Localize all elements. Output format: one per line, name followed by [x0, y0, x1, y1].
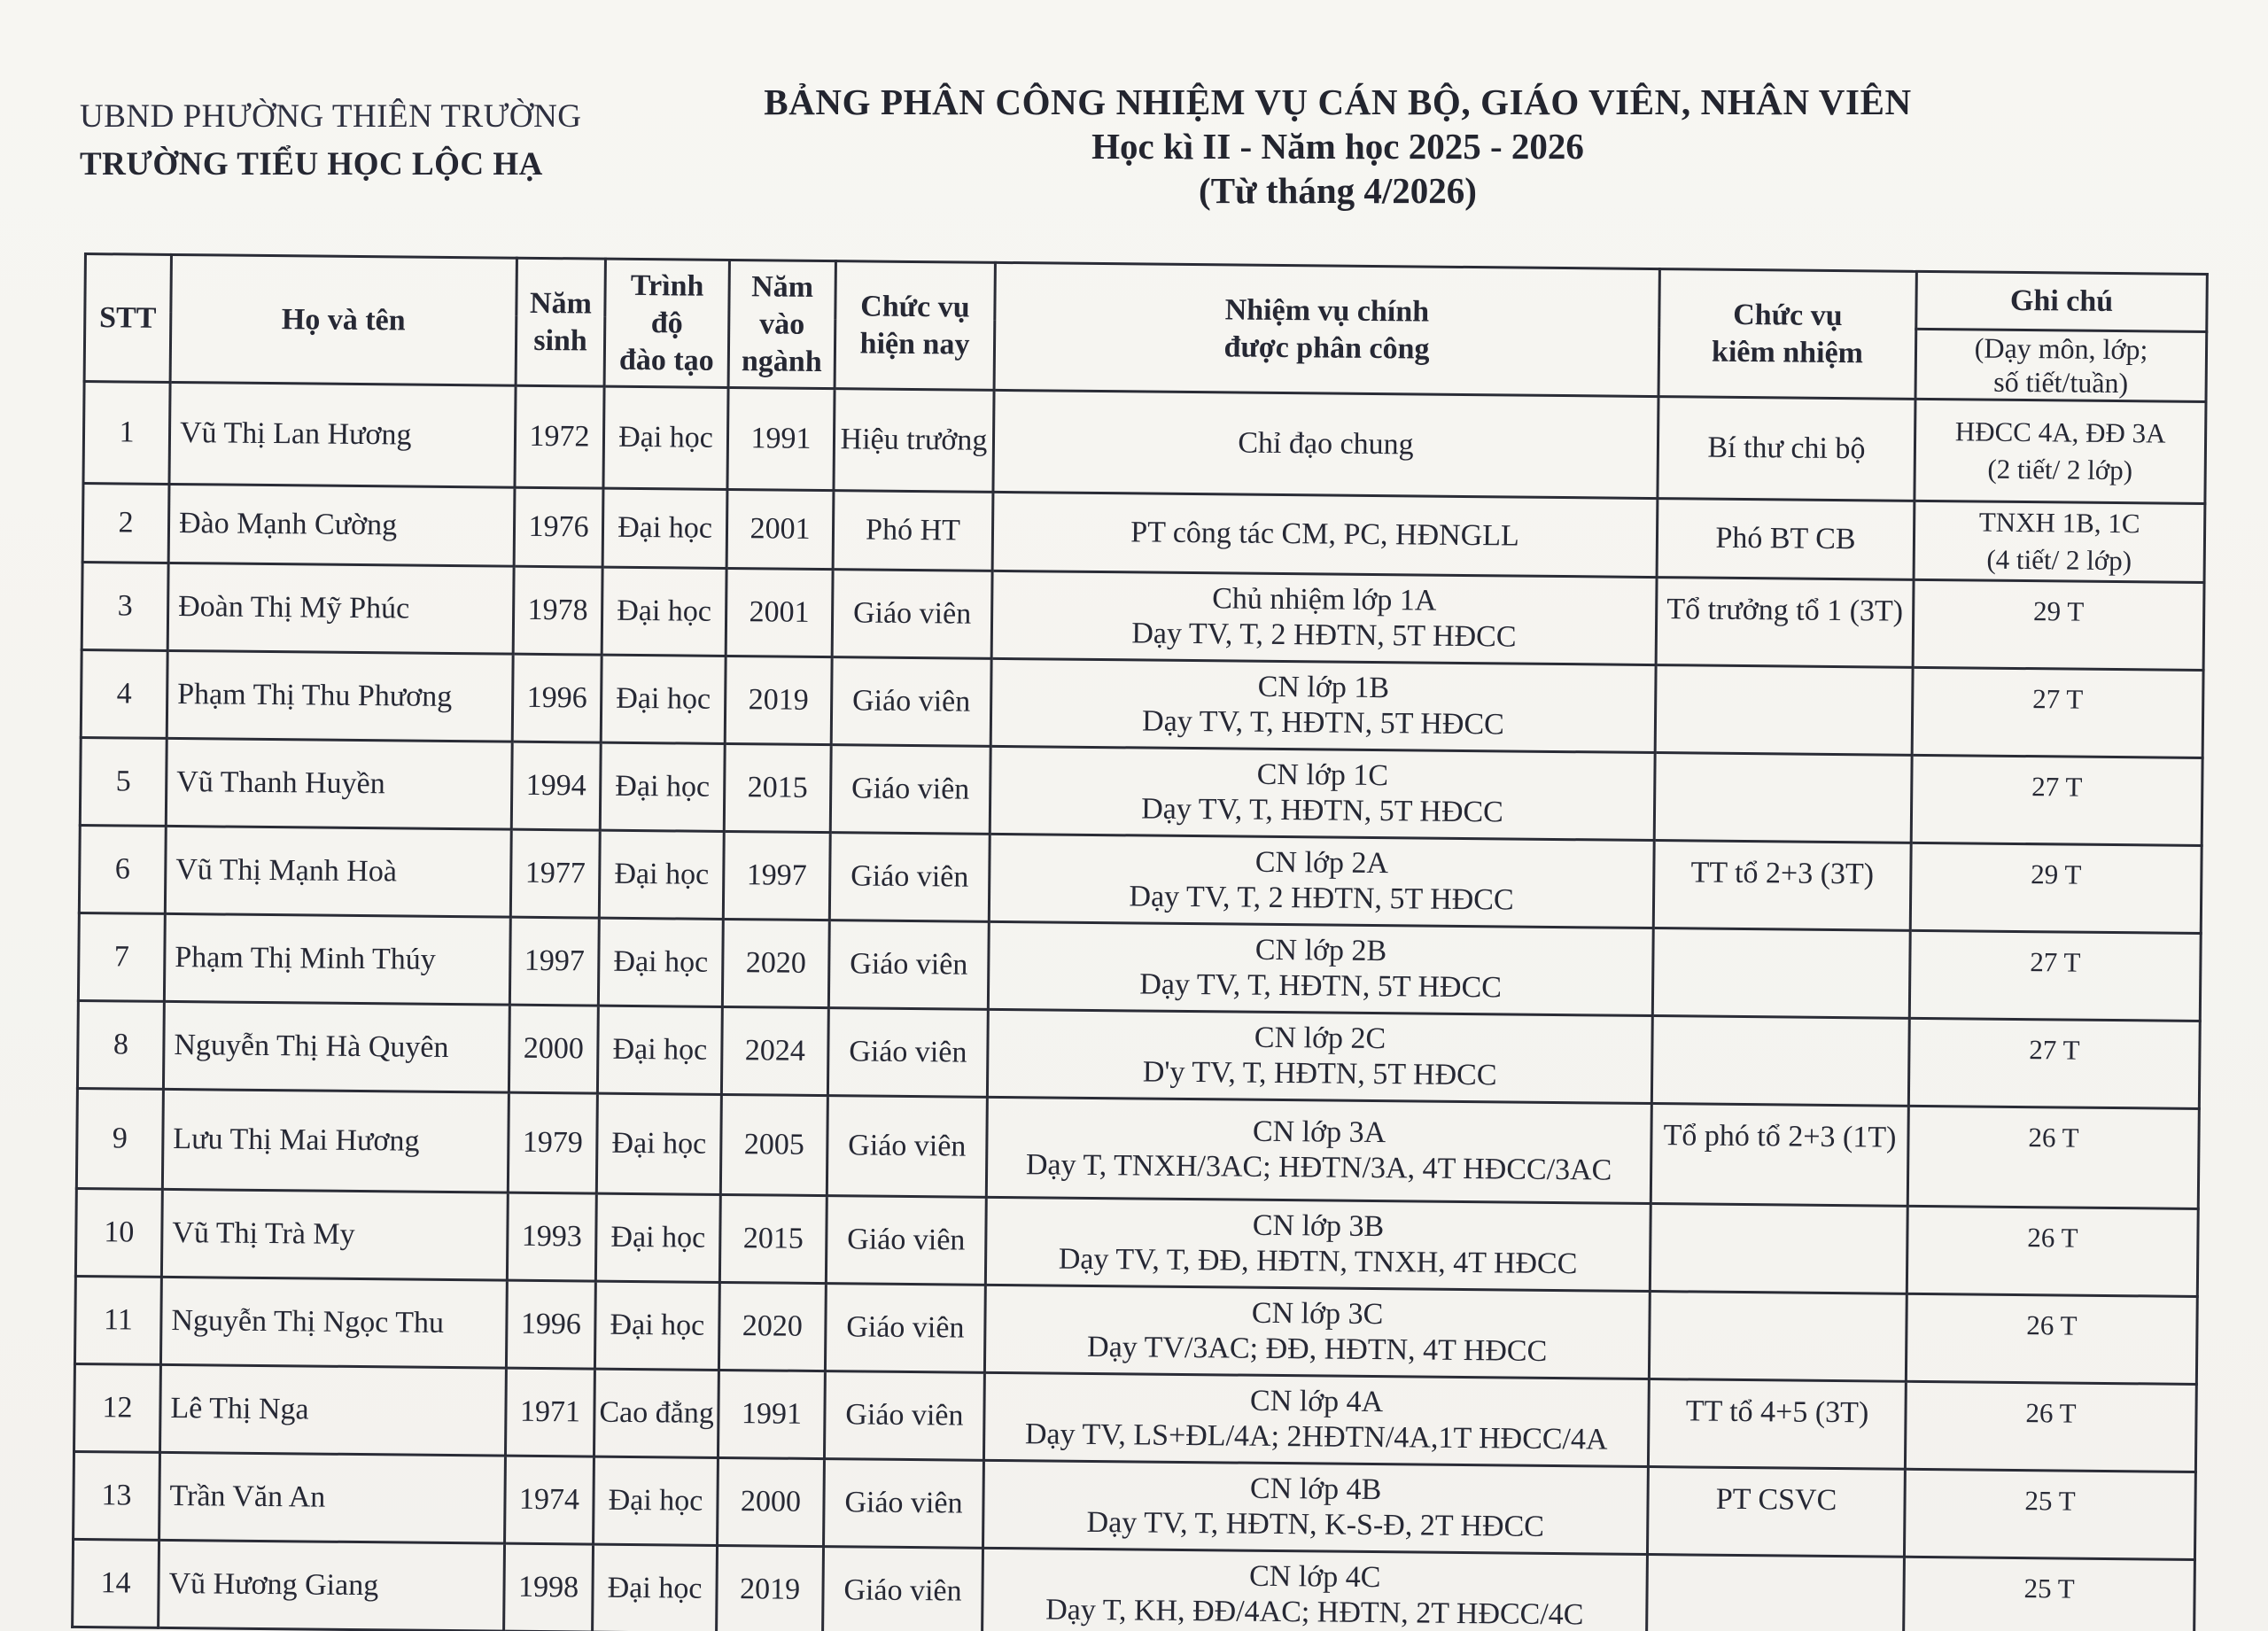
cell-start-year: 1991: [727, 387, 835, 490]
cell-birth-year: 1971: [505, 1368, 594, 1456]
cell-name: Đào Mạnh Cường: [168, 484, 515, 566]
cell-name: Phạm Thị Thu Phương: [167, 650, 513, 742]
cell-name: Vũ Thị Trà My: [161, 1189, 508, 1280]
cell-birth-year: 1979: [508, 1092, 597, 1193]
cell-start-year: 2001: [726, 568, 833, 656]
cell-concurrent-role: TT tổ 4+5 (3T): [1648, 1379, 1906, 1470]
table-body: [73, 382, 2206, 1631]
cell-education: Đại học: [597, 1006, 722, 1094]
cell-position: Giáo viên: [828, 920, 989, 1010]
cell-start-year: 2020: [718, 1282, 826, 1371]
org-line-2: TRƯỜNG TIỂU HỌC LỘC HẠ: [80, 146, 543, 183]
cell-education: Đại học: [593, 1544, 718, 1631]
cell-main-task: CN lớp 2C D'y TV, T, HĐTN, 5T HĐCC: [987, 1009, 1652, 1103]
cell-concurrent-role: [1647, 1555, 1905, 1631]
cell-name: Trần Văn An: [159, 1452, 506, 1543]
cell-name: Phạm Thị Minh Thúy: [164, 913, 510, 1005]
cell-stt: 7: [78, 913, 165, 1001]
cell-name: Đoàn Thị Mỹ Phúc: [167, 563, 514, 654]
cell-birth-year: 1997: [509, 917, 599, 1006]
cell-position: Hiệu trưởng: [834, 389, 994, 493]
cell-note: 29 T: [1913, 579, 2204, 670]
cell-birth-year: 2000: [509, 1005, 598, 1093]
cell-birth-year: 1994: [511, 742, 601, 830]
cell-start-year: 2015: [719, 1194, 827, 1283]
cell-start-year: 1997: [723, 831, 830, 920]
cell-stt: 1: [83, 382, 170, 485]
cell-birth-year: 1996: [506, 1280, 595, 1369]
cell-main-task: CN lớp 3C Dạy TV/3AC; ĐĐ, HĐTN, 4T HĐCC: [984, 1285, 1650, 1379]
cell-main-task: PT công tác CM, PC, HĐNGLL: [992, 492, 1658, 577]
col-header-name: Họ và tên: [170, 254, 517, 385]
cell-main-task: Chủ nhiệm lớp 1A Dạy TV, T, 2 HĐTN, 5T HĐCC: [991, 571, 1657, 664]
cell-name: Vũ Thanh Huyền: [166, 738, 512, 829]
cell-concurrent-role: [1654, 753, 1912, 843]
cell-education: Đại học: [600, 742, 725, 831]
cell-note: 29 T: [1910, 843, 2202, 933]
cell-education: Đại học: [603, 386, 728, 489]
cell-start-year: 2000: [718, 1457, 825, 1546]
cell-stt: 4: [81, 649, 167, 738]
cell-concurrent-role: [1649, 1292, 1907, 1382]
cell-stt: 3: [82, 562, 168, 650]
title-line-1: BẢNG PHÂN CÔNG NHIỆM VỤ CÁN BỘ, GIÁO VIÊN, NHÂN VIÊN: [764, 82, 1912, 122]
cell-concurrent-role: Phó BT CB: [1657, 499, 1915, 580]
cell-note: 25 T: [1904, 1469, 2195, 1559]
cell-concurrent-role: [1652, 928, 1910, 1019]
cell-main-task: Chỉ đạo chung: [993, 390, 1658, 498]
cell-concurrent-role: [1655, 665, 1913, 756]
cell-note: 25 T: [1904, 1557, 2195, 1631]
cell-education: Đại học: [594, 1281, 719, 1370]
cell-start-year: 2024: [721, 1006, 828, 1095]
cell-name: Vũ Thị Lan Hương: [169, 382, 516, 487]
cell-note: TNXH 1B, 1C (4 tiết/ 2 lớp): [1914, 501, 2205, 582]
cell-name: Lưu Thị Mai Hương: [162, 1089, 509, 1192]
cell-name: Nguyễn Thị Ngọc Thu: [160, 1277, 507, 1368]
cell-main-task: CN lớp 3B Dạy TV, T, ĐĐ, HĐTN, TNXH, 4T HĐCC: [985, 1197, 1651, 1291]
cell-education: Đại học: [594, 1456, 718, 1545]
cell-position: Giáo viên: [829, 833, 990, 922]
cell-start-year: 2019: [725, 656, 832, 744]
cell-concurrent-role: [1651, 1016, 1909, 1107]
cell-note: 26 T: [1906, 1293, 2197, 1384]
cell-name: Nguyễn Thị Hà Quyên: [163, 1001, 509, 1092]
cell-main-task: CN lớp 4A Dạy TV, LS+ĐL/4A; 2HĐTN/4A,1T HĐCC/4A: [983, 1372, 1649, 1466]
cell-start-year: 2019: [717, 1545, 824, 1631]
cell-concurrent-role: TT tổ 2+3 (3T): [1653, 841, 1911, 931]
cell-main-task: CN lớp 2A Dạy TV, T, 2 HĐTN, 5T HĐCC: [989, 834, 1654, 928]
cell-stt: 8: [77, 1000, 164, 1089]
cell-note: 27 T: [1909, 930, 2201, 1021]
cell-note: 26 T: [1905, 1381, 2196, 1472]
col-header-position: Chức vụ hiện nay: [835, 261, 995, 391]
cell-main-task: CN lớp 1C Dạy TV, T, HĐTN, 5T HĐCC: [990, 746, 1655, 840]
col-header-start-year: Năm vào ngành: [728, 260, 835, 388]
cell-birth-year: 1998: [504, 1543, 594, 1631]
cell-education: Đại học: [596, 1093, 721, 1194]
cell-main-task: CN lớp 2B Dạy TV, T, HĐTN, 5T HĐCC: [988, 921, 1653, 1015]
cell-concurrent-role: [1650, 1204, 1907, 1294]
cell-birth-year: 1972: [515, 385, 604, 488]
cell-start-year: 2001: [726, 489, 834, 569]
cell-position: Giáo viên: [831, 657, 991, 747]
cell-start-year: 2005: [720, 1094, 827, 1195]
cell-position: Giáo viên: [826, 1196, 986, 1285]
col-header-concurrent-role: Chức vụ kiêm nhiệm: [1658, 269, 1916, 400]
cell-position: Giáo viên: [827, 1096, 987, 1198]
cell-main-task: CN lớp 1B Dạy TV, T, HĐTN, 5T HĐCC: [990, 658, 1656, 752]
cell-name: Vũ Thị Mạnh Hoà: [165, 826, 511, 917]
cell-position: Giáo viên: [823, 1547, 983, 1631]
cell-stt: 14: [73, 1539, 159, 1627]
cell-note: 26 T: [1907, 1106, 2199, 1208]
cell-note: 27 T: [1912, 667, 2203, 757]
col-header-note: Ghi chú: [1916, 271, 2208, 331]
cell-education: Đại học: [601, 655, 726, 743]
cell-main-task: CN lớp 3A Dạy T, TNXH/3AC; HĐTN/3A, 4T HĐCC/3AC: [986, 1097, 1651, 1203]
cell-stt: 9: [76, 1088, 163, 1189]
cell-birth-year: 1978: [513, 566, 602, 655]
assignment-table-wrapper: [71, 252, 2206, 1631]
cell-birth-year: 1993: [507, 1192, 596, 1281]
cell-start-year: 1991: [718, 1370, 825, 1458]
cell-position: Giáo viên: [832, 570, 992, 659]
cell-main-task: CN lớp 4B Dạy TV, T, HĐTN, K-S-Đ, 2T HĐCC: [983, 1460, 1649, 1554]
title-line-3: (Từ tháng 4/2026): [1199, 170, 1477, 211]
col-header-note-sub: (Dạy môn, lớp; số tiết/tuần): [1915, 329, 2207, 401]
cell-concurrent-role: PT CSVC: [1647, 1467, 1905, 1557]
cell-name: Lê Thị Nga: [160, 1364, 507, 1456]
cell-birth-year: 1976: [514, 487, 603, 567]
table-header: [84, 254, 2207, 402]
assignment-table: [71, 252, 2209, 1631]
col-header-stt: STT: [84, 254, 171, 383]
cell-education: Cao đẳng: [594, 1369, 718, 1457]
cell-education: Đại học: [602, 488, 727, 568]
cell-stt: 5: [80, 737, 167, 826]
cell-position: Giáo viên: [830, 745, 990, 835]
cell-note: 27 T: [1911, 755, 2202, 845]
cell-education: Đại học: [599, 830, 724, 919]
cell-stt: 11: [74, 1276, 161, 1364]
cell-start-year: 2015: [724, 743, 831, 832]
org-line-1: UBND PHƯỜNG THIÊN TRƯỜNG: [80, 98, 582, 135]
cell-birth-year: 1977: [510, 829, 600, 918]
col-header-birth-year: Năm sinh: [516, 258, 605, 386]
title-line-2: Học kì II - Năm học 2025 - 2026: [1091, 126, 1584, 167]
col-header-education: Trình độ đào tạo: [604, 259, 729, 387]
cell-stt: 2: [82, 484, 169, 563]
cell-position: Phó HT: [833, 491, 993, 571]
table-row: [83, 382, 2206, 504]
cell-position: Giáo viên: [827, 1008, 988, 1098]
col-header-main-task: Nhiệm vụ chính được phân công: [994, 262, 1659, 396]
cell-concurrent-role: Bí thư chi bộ: [1658, 397, 1915, 501]
cell-stt: 13: [74, 1451, 160, 1540]
cell-concurrent-role: Tổ trưởng tổ 1 (3T): [1656, 578, 1914, 668]
cell-stt: 12: [74, 1363, 161, 1452]
cell-education: Đại học: [602, 567, 726, 656]
cell-education: Đại học: [598, 918, 723, 1006]
cell-note: 26 T: [1907, 1206, 2198, 1296]
cell-name: Vũ Hương Giang: [159, 1540, 505, 1631]
cell-stt: 10: [75, 1188, 162, 1277]
cell-position: Giáo viên: [824, 1371, 984, 1461]
document-title: [691, 80, 1984, 213]
cell-concurrent-role: Tổ phó tổ 2+3 (1T): [1651, 1104, 1908, 1207]
issuing-organization: [80, 93, 582, 189]
cell-start-year: 2020: [722, 919, 829, 1007]
cell-position: Giáo viên: [824, 1459, 984, 1549]
cell-main-task: CN lớp 4C Dạy T, KH, ĐĐ/4AC; HĐTN, 2T HĐCC/4C: [983, 1548, 1648, 1631]
cell-education: Đại học: [595, 1193, 720, 1282]
cell-position: Giáo viên: [825, 1284, 985, 1373]
cell-birth-year: 1974: [505, 1456, 594, 1544]
cell-stt: 6: [79, 825, 166, 913]
cell-note: HĐCC 4A, ĐĐ 3A (2 tiết/ 2 lớp): [1915, 399, 2206, 503]
cell-note: 27 T: [1908, 1018, 2200, 1108]
cell-birth-year: 1996: [512, 654, 602, 742]
